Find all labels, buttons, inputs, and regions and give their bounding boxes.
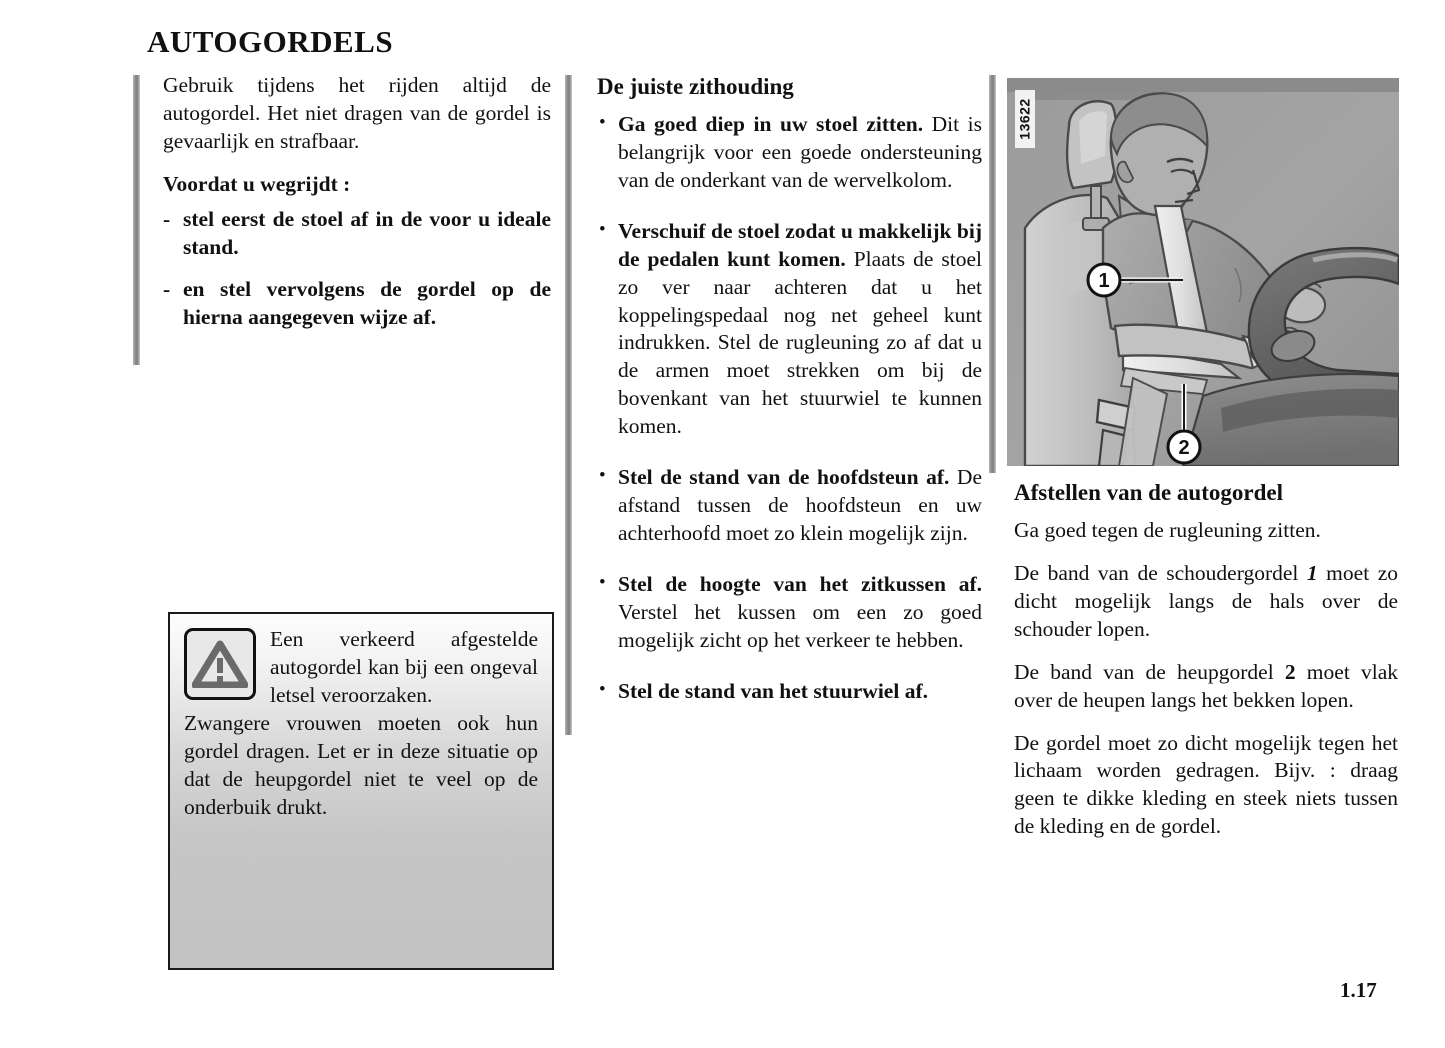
belt-reference-2: 2 xyxy=(1284,659,1296,684)
left-dash-item-text: stel eerst de stoel af in de voor u ideale stand. xyxy=(183,206,551,259)
middle-column-heading: De juiste zithouding xyxy=(597,74,794,99)
right-p3-part2: moet vlak over de heupen langs het bekken lopen. xyxy=(1014,659,1398,712)
warning-text-primary: Een verkeerd afgestelde autogordel kan bij een ongeval letsel veroorzaken. xyxy=(270,627,538,707)
warning-box-content xyxy=(170,614,552,822)
column-rule-left xyxy=(133,75,140,365)
seating-bullet-item xyxy=(597,111,982,195)
right-paragraph-3 xyxy=(1014,659,1398,715)
seating-bullet-body: De afstand tussen de hoofdsteun en uw achterhoofd moet zo klein mogelijk zijn. xyxy=(618,465,983,546)
right-column-heading: Afstellen van de autogordel xyxy=(1014,480,1283,505)
warning-text-secondary: Zwangere vrouwen moeten ook hun gordel dragen. Let er in deze situatie op dat de heupgordel niet te veel op de onderbuik drukt. xyxy=(184,710,538,819)
middle-column xyxy=(597,72,982,729)
seating-bullet-item xyxy=(597,678,982,706)
right-paragraph-2 xyxy=(1014,560,1398,644)
bullet-marker: • xyxy=(599,465,606,487)
column-rule-right xyxy=(989,75,996,473)
bullet-marker: • xyxy=(599,678,606,700)
page-title: AUTOGORDELS xyxy=(147,24,394,59)
right-column xyxy=(1014,478,1398,841)
right-p3-part1: De band van de heupgordel xyxy=(1014,659,1285,684)
seating-bullet-lead: Stel de stand van het stuurwiel af. xyxy=(618,678,928,703)
seating-bullet-lead: Verschuif de stoel zodat u makkelijk bij de pedalen kunt komen. xyxy=(618,218,982,271)
seating-bullet-lead: Stel de stand van de hoofdsteun af. xyxy=(618,465,950,490)
seating-bullet-lead: Stel de hoogte van het zitkussen af. xyxy=(618,572,982,597)
page-number: 1.17 xyxy=(1340,978,1377,1002)
seating-bullet-body: Dit is belangrijk voor een goede ondersteuning van de onderkant van de wervelkolom. xyxy=(618,111,982,192)
column-rule-middle xyxy=(565,75,572,735)
dash-marker: - xyxy=(163,206,171,231)
seating-bullet-body: Plaats de stoel zo ver naar achteren dat u het koppelingspedaal nog net geheel kunt indrukken. Stel de rugleuning zo af dat u de armen moet strekken om bij de bovenkant van het stuurwiel te kunnen komen. xyxy=(618,246,982,439)
right-paragraph-4: De gordel moet zo dicht mogelijk tegen het lichaam worden gedragen. Bijv. : draag geen te dikke kleding en steek niets tussen de kleding en de gordel. xyxy=(1014,730,1398,839)
left-intro-paragraph: Gebruik tijdens het rijden altijd de autogordel. Het niet dragen van de gordel is gevaarlijk en strafbaar. xyxy=(163,73,551,153)
left-subheading: Voordat u wegrijdt : xyxy=(163,171,351,196)
warning-triangle-icon xyxy=(184,628,256,700)
right-p2-part1: De band van de schoudergordel xyxy=(1014,560,1307,585)
seating-bullet-body: Verstel het kussen om een zo goed mogelijk zicht op het verkeer te hebben. xyxy=(618,599,982,652)
warning-box xyxy=(168,612,554,970)
callout-1-label: 1 xyxy=(1098,270,1110,292)
seatbelt-illustration xyxy=(1007,78,1399,466)
bullet-marker: • xyxy=(599,572,606,594)
bullet-marker: • xyxy=(599,111,606,133)
left-dash-item xyxy=(163,276,551,332)
bullet-marker: • xyxy=(599,218,606,240)
seating-bullet-item xyxy=(597,464,982,548)
seating-bullet-item xyxy=(597,571,982,655)
seating-bullet-lead: Ga goed diep in uw stoel zitten. xyxy=(618,111,924,136)
seating-bullet-item xyxy=(597,218,982,442)
right-p2-part2: moet zo dicht mogelijk langs de hals over de schouder lopen. xyxy=(1014,560,1398,641)
belt-reference-1: 1 xyxy=(1306,560,1318,585)
left-dash-item-text: en stel vervolgens de gordel op de hierna aangegeven wijze af. xyxy=(183,276,551,329)
left-dash-item xyxy=(163,206,551,262)
left-column xyxy=(163,72,551,346)
dash-marker: - xyxy=(163,276,171,301)
callout-2-label: 2 xyxy=(1178,437,1190,459)
illustration-id-label: 13622 xyxy=(1015,90,1035,148)
right-paragraph-1: Ga goed tegen de rugleuning zitten. xyxy=(1014,517,1321,542)
